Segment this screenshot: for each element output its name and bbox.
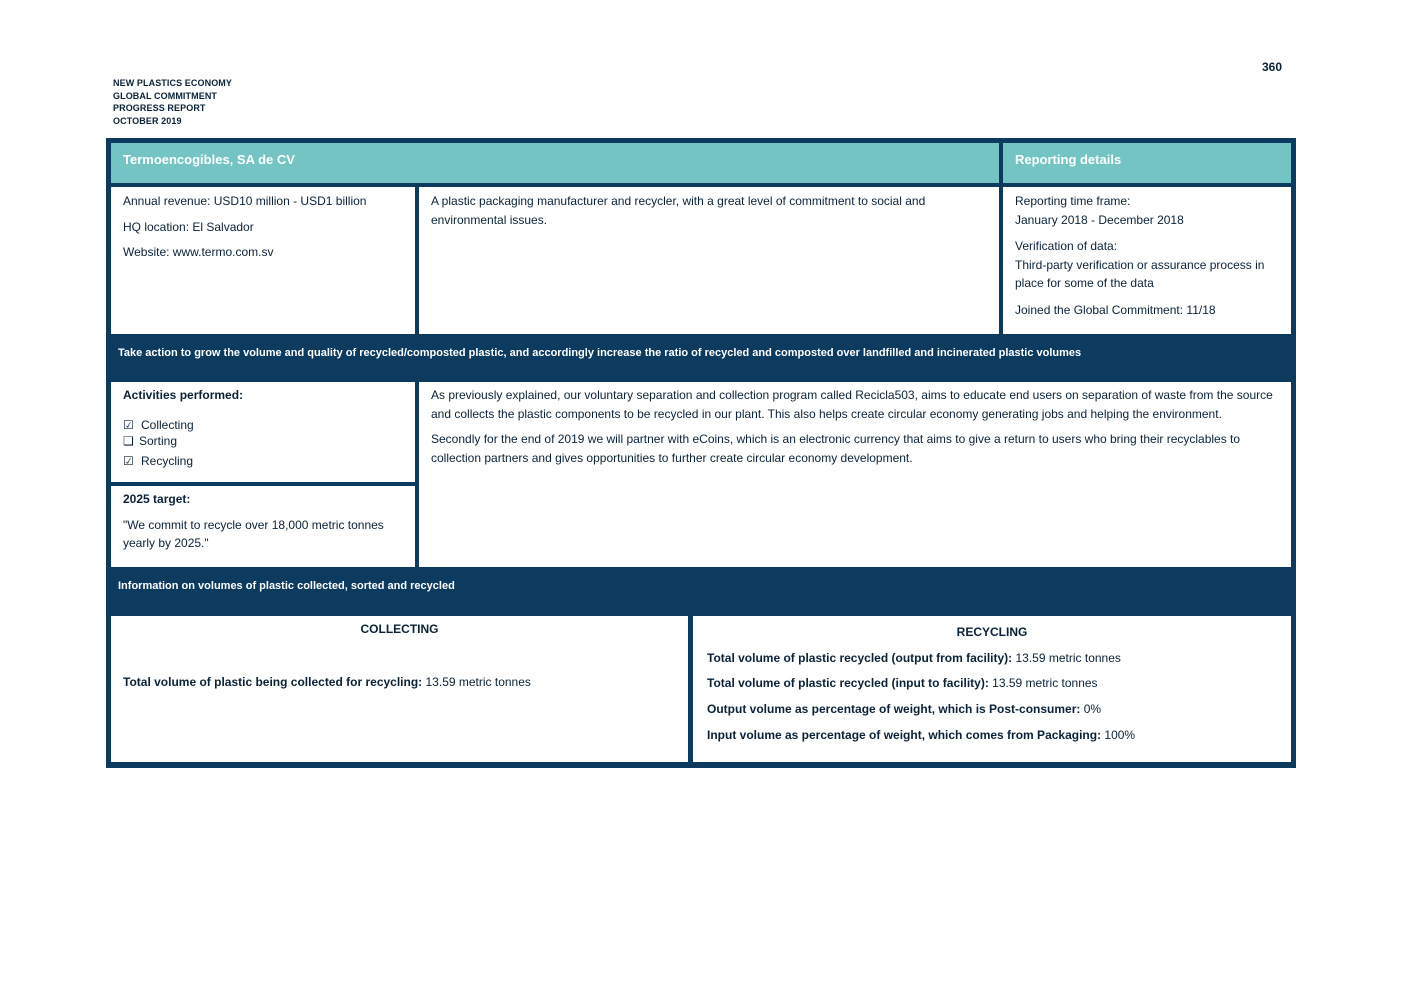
header-line: NEW PLASTICS ECONOMY bbox=[113, 78, 233, 88]
reporting-details bbox=[1003, 187, 1291, 334]
collecting-title: COLLECTING bbox=[360, 622, 439, 636]
recycling-row bbox=[707, 726, 1277, 745]
recycling-row bbox=[707, 700, 1277, 719]
explanation-paragraph: As previously explained, our voluntary separation and collection program called Recicla503, aims to educate end users on separation of waste from the source and collects the plastic components to be recycled in our plant. This also helps create circular economy generating jobs and helping the environment. bbox=[431, 388, 1273, 421]
recycling-row-label: Input volume as percentage of weight, which comes from Packaging: bbox=[707, 728, 1102, 742]
activity-label: Recycling bbox=[141, 453, 194, 468]
unchecked-box-icon: ❑ bbox=[123, 434, 134, 448]
recycling-row-value: 0% bbox=[1080, 701, 1102, 716]
timeframe-value: January 2018 - December 2018 bbox=[1015, 212, 1184, 227]
collecting-volume-value: 13.59 metric tonnes bbox=[422, 674, 531, 689]
header-line: GLOBAL COMMITMENT bbox=[113, 90, 218, 101]
target-title: 2025 target: bbox=[123, 492, 191, 506]
volumes-band: Information on volumes of plastic collected, sorted and recycled bbox=[118, 580, 455, 592]
annual-revenue: Annual revenue: USD10 million - USD1 billion bbox=[123, 194, 367, 208]
activity-item bbox=[123, 432, 403, 451]
company-facts bbox=[111, 187, 415, 334]
recycling-row bbox=[707, 649, 1277, 668]
recycling-row-label: Total volume of plastic recycled (input to facility): bbox=[707, 676, 989, 690]
activity-item bbox=[123, 452, 403, 471]
checked-box-icon: ☑ bbox=[123, 453, 134, 468]
program-explanation bbox=[419, 382, 1291, 567]
recycling-row-value: 13.59 metric tonnes bbox=[1012, 650, 1121, 665]
collecting-section bbox=[111, 616, 688, 762]
recycling-row-value: 13.59 metric tonnes bbox=[988, 676, 1098, 690]
joined-date: Joined the Global Commitment: 11/18 bbox=[1015, 302, 1216, 317]
collecting-volume-label: Total volume of plastic being collected for recycling: bbox=[123, 674, 423, 689]
collecting-volume bbox=[123, 673, 676, 692]
page-number: 360 bbox=[1262, 60, 1283, 74]
activity-label: Collecting bbox=[141, 417, 194, 432]
recycling-row-value: 100% bbox=[1101, 728, 1136, 742]
hq-location: HQ location: El Salvador bbox=[123, 219, 254, 234]
report-header bbox=[113, 77, 232, 127]
activities-performed bbox=[111, 382, 415, 482]
description-text: A plastic packaging manufacturer and recycler, with a great level of commitment to social and environmental issues. bbox=[431, 194, 926, 227]
verification-label: Verification of data: bbox=[1015, 239, 1118, 253]
recycling-title: RECYCLING bbox=[956, 625, 1028, 639]
website: Website: www.termo.com.sv bbox=[123, 245, 274, 259]
recycling-row bbox=[707, 674, 1277, 693]
recycling-row-label: Output volume as percentage of weight, which is Post-consumer: bbox=[707, 701, 1081, 716]
reporting-details-header: Reporting details bbox=[1003, 143, 1291, 183]
activity-label: Sorting bbox=[139, 434, 178, 448]
company-name-header: Termoencogibles, SA de CV bbox=[111, 143, 999, 183]
company-description bbox=[419, 187, 999, 334]
company-profile-table bbox=[106, 138, 1296, 768]
recycling-section bbox=[693, 616, 1291, 762]
target-2025 bbox=[111, 486, 415, 567]
target-text: "We commit to recycle over 18,000 metric tonnes yearly by 2025." bbox=[123, 517, 384, 550]
header-line: PROGRESS REPORT bbox=[113, 103, 206, 113]
timeframe-label: Reporting time frame: bbox=[1015, 194, 1131, 208]
explanation-paragraph: Secondly for the end of 2019 we will partner with eCoins, which is an electronic currency that aims to give a return to users who bring their recyclables to collection partners and gives opportunities to further create circular economy development. bbox=[431, 432, 1241, 465]
checked-box-icon: ☑ bbox=[123, 417, 134, 432]
verification-value: Third-party verification or assurance process in place for some of the data bbox=[1015, 257, 1265, 290]
recycling-row-label: Total volume of plastic recycled (output from facility): bbox=[707, 650, 1013, 665]
action-band: Take action to grow the volume and quality of recycled/composted plastic, and accordingly increase the ratio of recycled and composted over landfilled and incinerated plastic volumes bbox=[118, 347, 1082, 359]
header-line: OCTOBER 2019 bbox=[113, 115, 182, 126]
activities-title: Activities performed: bbox=[123, 388, 244, 402]
